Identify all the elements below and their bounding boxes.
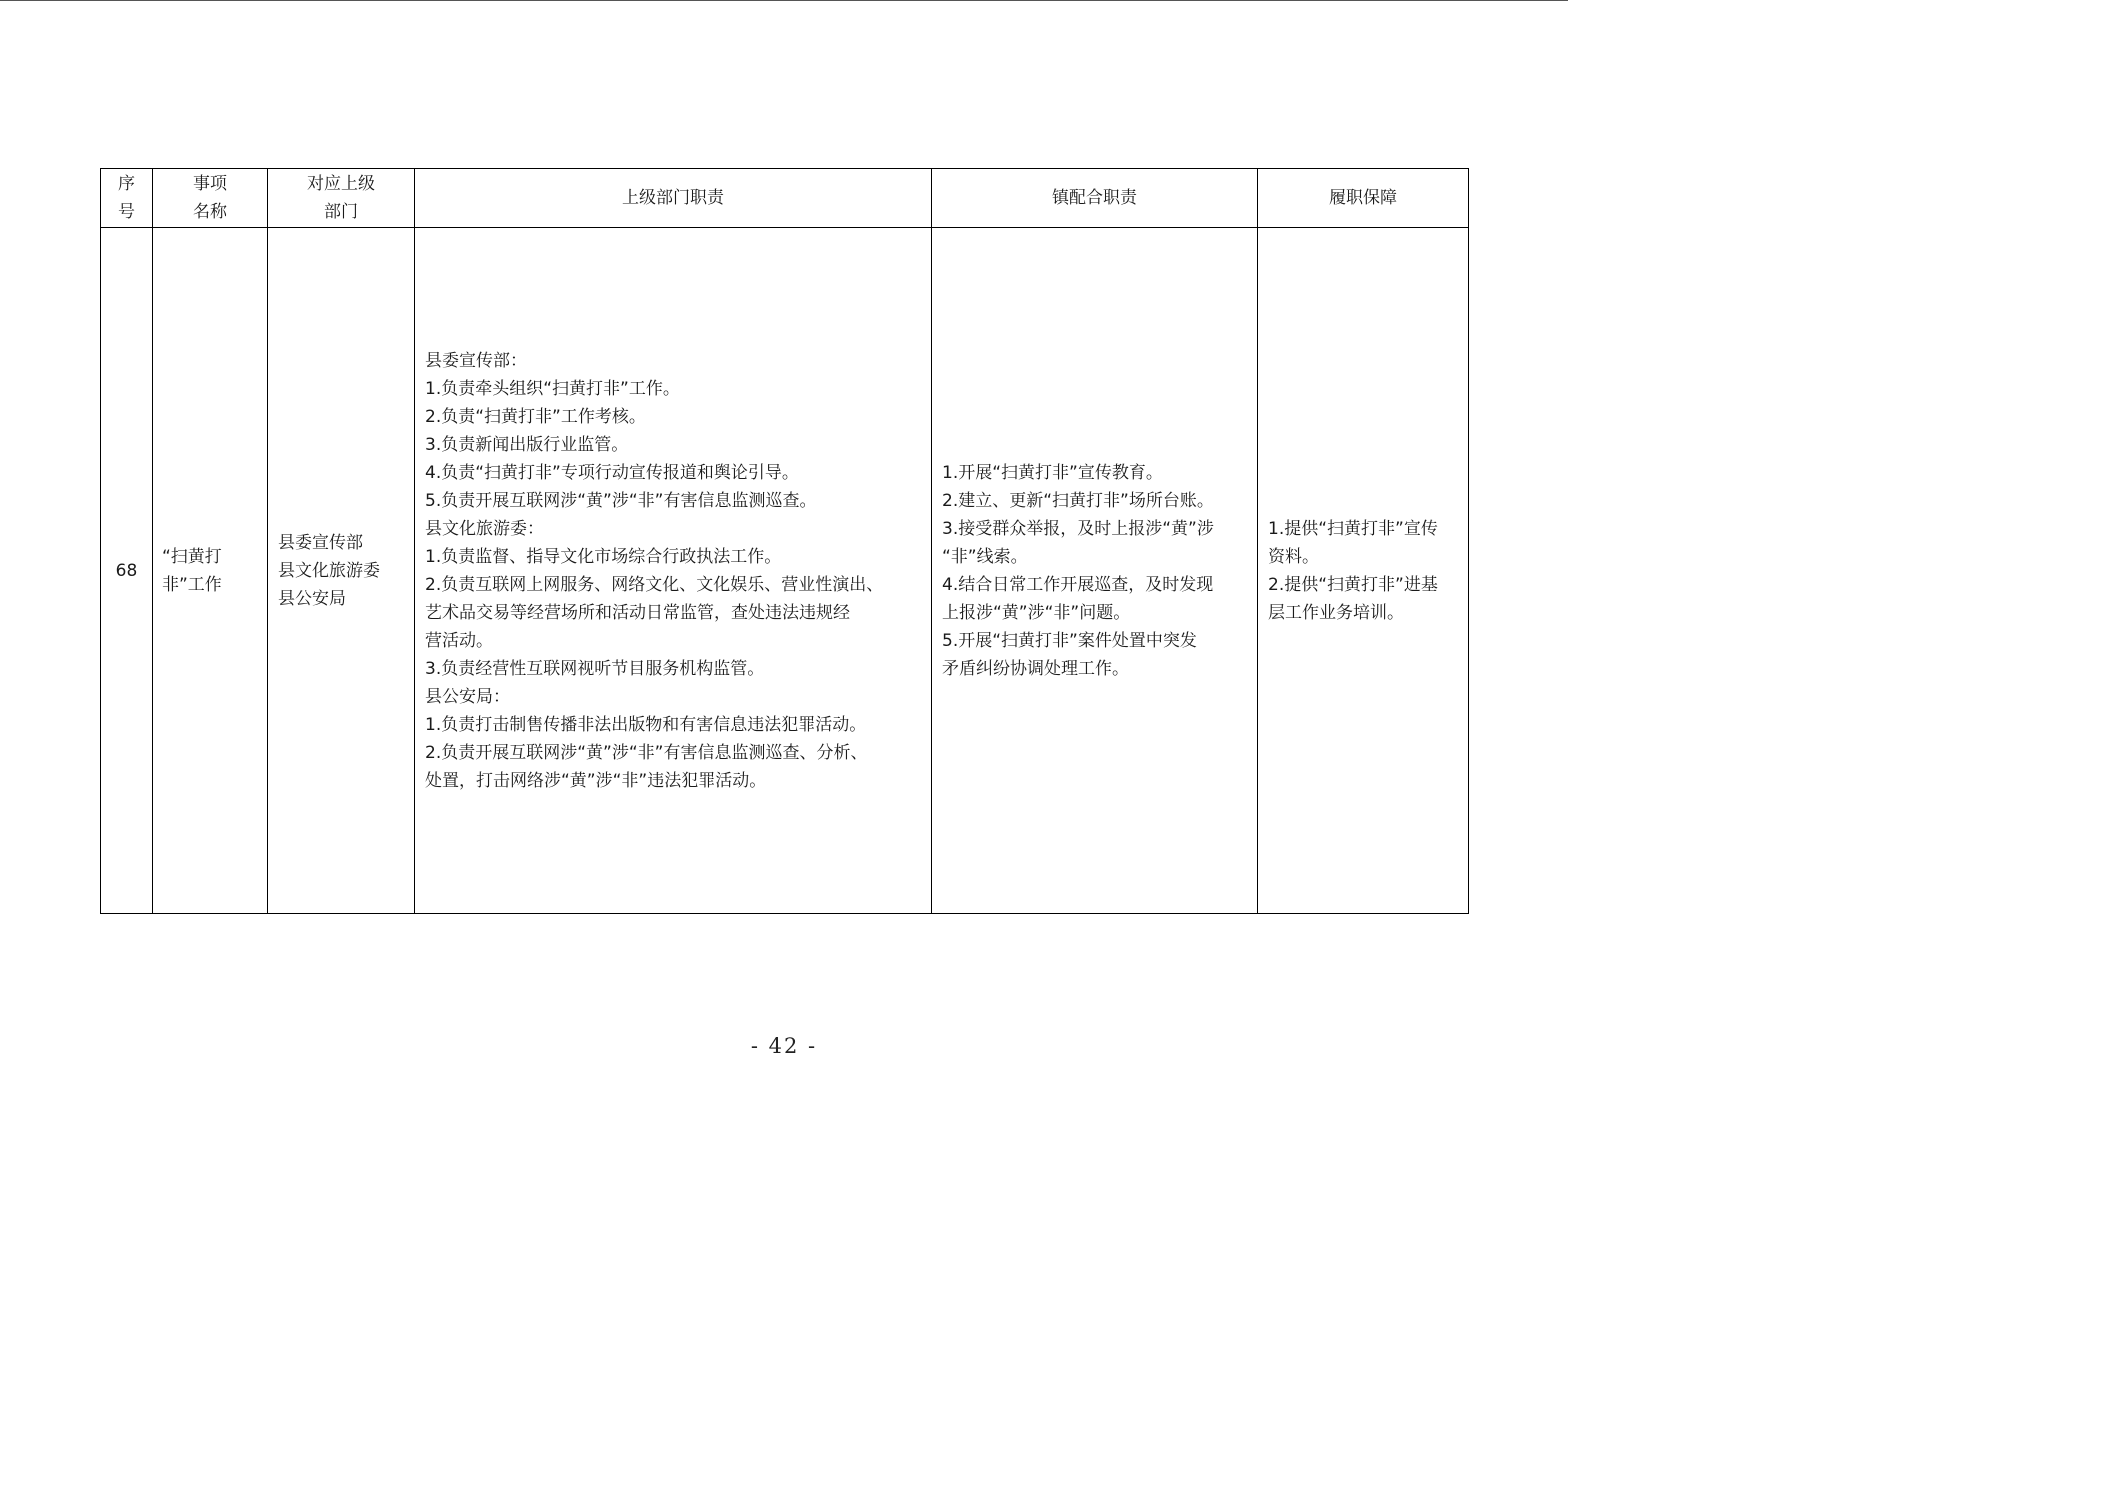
responsibility-table [100,168,1469,914]
page-number: - 42 - [750,1034,818,1058]
row-town-duty: 1.开展“扫黄打非”宣传教育。 2.建立、更新“扫黄打非”场所台账。 3.接受群众举报，及时上报涉“黄”涉 “非”线索。 4.结合日常工作开展巡查，及时发现 上报涉“黄”涉“非”问题。 5.开展“扫黄打非”案件处置中突发 矛盾纠纷协调处理工作。 [932,228,1258,914]
header-upper-dept: 对应上级 部门 [268,169,415,228]
header-item-name: 事项 名称 [153,169,268,228]
row-guarantee: 1.提供“扫黄打非”宣传 资料。 2.提供“扫黄打非”进基 层工作业务培训。 [1258,228,1469,914]
table-header-row [101,169,1469,228]
top-rule [0,0,1568,1]
header-seq: 序 号 [101,169,153,228]
row-seq: 68 [101,228,153,914]
row-item-name: “扫黄打 非”工作 [153,228,268,914]
row-upper-duty: 县委宣传部： 1.负责牵头组织“扫黄打非”工作。 2.负责“扫黄打非”工作考核。 3.负责新闻出版行业监管。 4.负责“扫黄打非”专项行动宣传报道和舆论引导。 5.负责开展互联网涉“黄”涉“非”有害信息监测巡查。 县文化旅游委： 1.负责监督、指导文化市场综合行政执法工作。 2.负责互联网上网服务、网络文化、文化娱乐、营业性演出、 艺术品交易等经营场所和活动日常监管，查处违法违规经 营活动。 3.负责经营性互联网视听节目服务机构监管。 县公安局： 1.负责打击制售传播非法出版物和有害信息违法犯罪活动。 2.负责开展互联网涉“黄”涉“非”有害信息监测巡查、分析、 处置，打击网络涉“黄”涉“非”违法犯罪活动。 [415,228,932,914]
row-upper-dept: 县委宣传部 县文化旅游委 县公安局 [268,228,415,914]
header-upper-duty: 上级部门职责 [415,169,932,228]
header-guarantee: 履职保障 [1258,169,1469,228]
header-town-duty: 镇配合职责 [932,169,1258,228]
table-row [101,228,1469,914]
